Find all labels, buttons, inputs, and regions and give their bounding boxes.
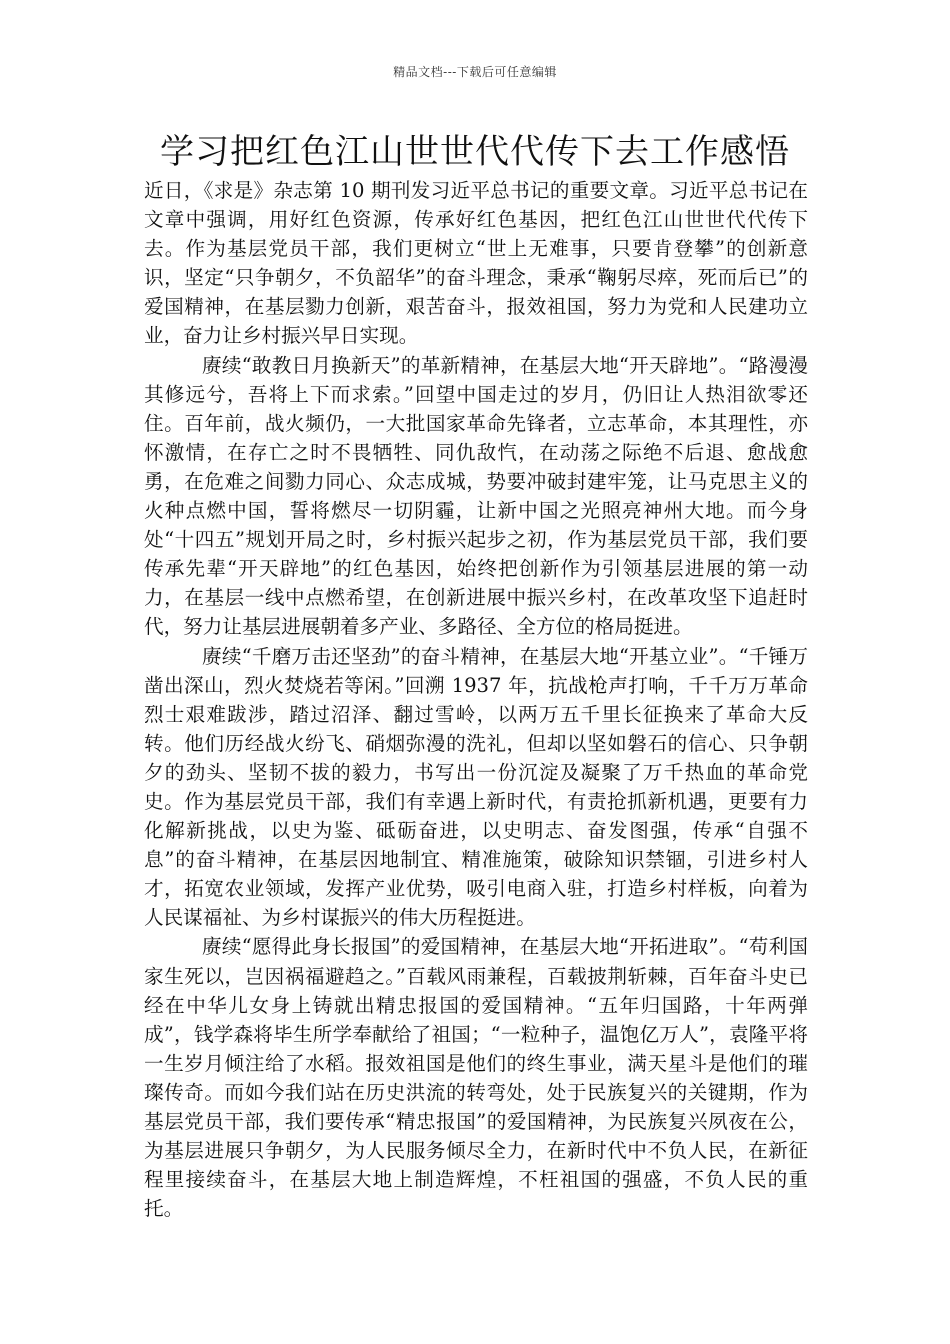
document-body [144,176,808,1223]
paragraph-innovation-spirit: 赓续“敢教日月换新天”的革新精神，在基层大地“开天辟地”。“路漫漫其修远兮，吾将上下而求索。”回望中国走过的岁月，仍旧让人热泪欲零还住。百年前，战火频仍，一大批国家革命先锋者，立志革命，本其理性，亦怀激情，在存亡之时不畏牺牲、同仇敌忾，在动荡之际绝不后退、愈战愈勇，在危难之间勠力同心、众志成城，势要冲破封建牢笼，让马克思主义的火种点燃中国，誓将燃尽一切阴霾，让新中国之光照亮神州大地。而今身处“十四五”规划开局之时，乡村振兴起步之初，作为基层党员干部，我们要传承先辈“开天辟地”的红色基因，始终把创新作为引领基层进展的第一动力，在基层一线中点燃希望，在创新进展中振兴乡村，在改革攻坚下追赶时代，努力让基层进展朝着多产业、多路径、全方位的格局挺进。 [144,353,808,639]
paragraph-intro: 近日，《求是》杂志第 10 期刊发习近平总书记的重要文章。习近平总书记在文章中强调，用好红色资源，传承好红色基因，把红色江山世世代代传下去。作为基层党员干部，我们更树立“世上无难事，只要肯登攀”的创新意识，坚定“只争朝夕，不负韶华”的奋斗理念，秉承“鞠躬尽瘁，死而后已”的爱国精神，在基层勠力创新，艰苦奋斗，报效祖国，努力为党和人民建功立业，奋力让乡村振兴早日实现。 [144,179,808,348]
paragraph-patriotic-spirit: 赓续“愿得此身长报国”的爱国精神，在基层大地“开拓进取”。“苟利国家生死以，岂因祸福避趋之。”百载风雨兼程，百载披荆斩棘，百年奋斗史已经在中华儿女身上铸就出精忠报国的爱国精神。“五年归国路，十年两弹成”，钱学森将毕生所学奉献给了祖国；“一粒种子，温饱亿万人”，袁隆平将一生岁月倾注给了水稻。报效祖国是他们的终生事业，满天星斗是他们的璀璨传奇。而如今我们站在历史洪流的转弯处，处于民族复兴的关键期，作为基层党员干部，我们要传承“精忠报国”的爱国精神，为民族复兴夙夜在公，为基层进展只争朝夕，为人民服务倾尽全力，在新时代中不负人民，在新征程里接续奋斗，在基层大地上制造辉煌，不枉祖国的强盛，不负人民的重托。 [144,935,808,1221]
page-header-note: 精品文档---下载后可任意编辑 [393,65,557,79]
document-title: 学习把红色江山世世代代传下去工作感悟 [160,132,790,172]
paragraph-striving-spirit: 赓续“千磨万击还坚劲”的奋斗精神，在基层大地“开基立业”。“千锤万凿出深山，烈火焚烧若等闲。”回溯 1937 年，抗战枪声打响，千千万万革命烈士艰难跋涉，踏过沼泽、翻过雪岭，以两万五千里长征换来了革命大反转。他们历经战火纷飞、硝烟弥漫的洗礼，但却以坚如磐石的信心、只争朝夕的劲头、坚韧不拔的毅力，书写出一份沉淀及凝聚了万千热血的革命党史。作为基层党员干部，我们有幸遇上新时代，有责抢抓新机遇，更要有力化解新挑战，以史为鉴、砥砺奋进，以史明志、奋发图强，传承“自强不息”的奋斗精神，在基层因地制宜、精准施策，破除知识禁锢，引进乡村人才，拓宽农业领域，发挥产业优势，吸引电商入驻，打造乡村样板，向着为人民谋福祉、为乡村谋振兴的伟大历程挺进。 [144,644,808,930]
